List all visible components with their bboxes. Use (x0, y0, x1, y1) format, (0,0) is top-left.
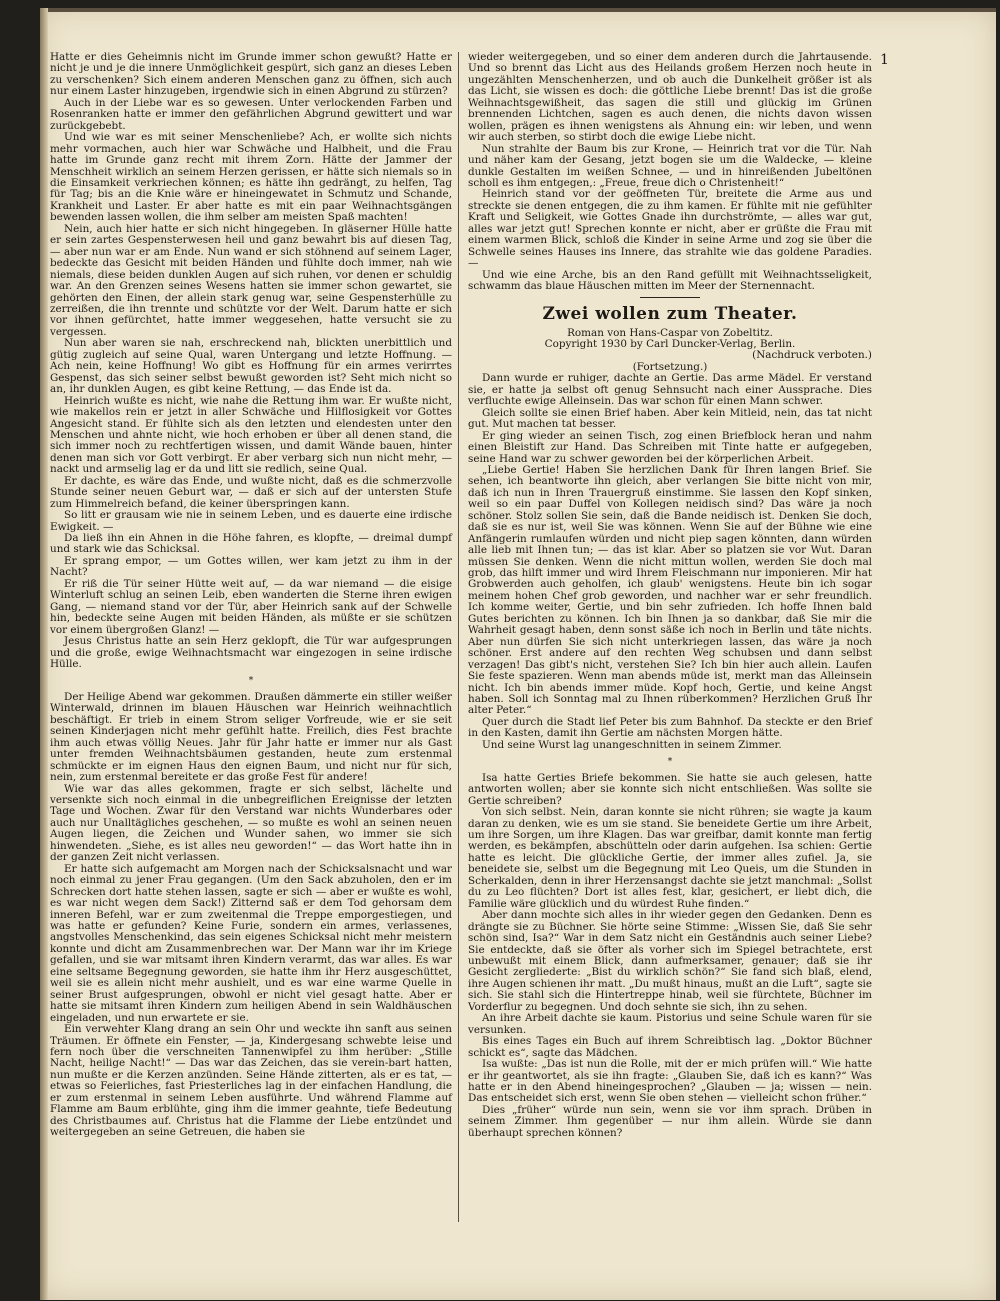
paragraph: „Liebe Gertie! Haben Sie herzlichen Dank für Ihren langen Brief. Sie sehen, ich beantworte ihn gleich, aber verlangen Sie bitte nicht von mir, daß ich nun in Ihren Trauergruß einstimme. Sie lassen den Kopf sinken, weil so ein paar Duffel von Kollegen neidisch sind? Das wäre ja noch schöner. Stolz sollen Sie sein, daß die Bande neidisch ist. Denken Sie doch, daß sie es nur ist, weil Sie was können. Wenn Sie auf der Bühne wie eine Anfängerin rumlaufen würden und nicht piep sagen könnten, dann würden alle lieb mit Ihnen tun; — das ist klar. Aber so platzen sie vor Wut. Daran müssen Sie denken. Wenn die nicht mittun wollen, werden Sie doch mal grob, das hilft immer und wird Ihrem Fleischmann nur imponieren. Mir hat Grobwerden auch geholfen, ich glaub' wenigstens. Heute bin ich sogar meinem hohen Chef grob geworden, und nachher war er sehr freundlich. Ich komme weiter, Gertie, und bin sehr zufrieden. Ich hoffe Ihnen bald Gutes berichten zu können. Ich bin Ihnen ja so dankbar, daß Sie mir die Wahrheit gesagt haben, denn sonst säße ich noch in Berlin und täte nichts. Aber nun dürfen Sie sich nicht unterkriegen lassen, das wäre ja noch schöner. Erst andere auf den rechten Weg schubsen und dann selbst verzagen! Das gibt's nicht, verstehen Sie? Ich bin hier auch allein. Laufen Sie feste spazieren. Wenn man abends müde ist, merkt man das Alleinsein nicht. Ich bin abends immer müde. Kopf hoch, Gertie, und keine Angst haben. Soll ich Sonntag mal zu Ihnen rüberkommen? Herzlichen Gruß Ihr alter Peter.“ (468, 463, 872, 717)
section-separator (640, 297, 700, 298)
paragraph: Und wie eine Arche, bis an den Rand gefüllt mit Weihnachtsseligkeit, schwamm das blaue Häuschen mitten im Meer der Sternennacht. (468, 268, 872, 293)
paragraph: Hatte er dies Geheimnis nicht im Grunde immer schon gewußt? Hatte er nicht je und je die innere Unmöglichkeit gespürt, sich ganz an dieses Leben zu verschenken? Sich einem anderen Menschen ganz zu öffnen, sich auch nur einem Laster hinzugeben, irgendwie sich in einen Abgrund zu stürzen? (50, 51, 452, 98)
section-star: * (667, 757, 673, 768)
paragraph: Isa wußte: „Das ist nun die Rolle, mit der er mich prüfen will.“ Wie hatte er ihr geantwortet, als sie ihn fragte: „Glauben Sie, daß ich es kann?“ Was hatte er in den Abend hineingesprochen? „Glauben — ja; wissen — nein. Das entscheidet sich erst, wenn Sie oben stehen — vielleicht schon früher.“ (468, 1058, 872, 1105)
paragraph: Da ließ ihn ein Ahnen in die Höhe fahren, es klopfte, — dreimal dumpf und stark wie das Schicksal. (50, 532, 452, 556)
section-star: * (248, 676, 254, 687)
paragraph: Nein, auch hier hatte er sich nicht hingegeben. In gläserner Hülle hatte er sein zartes Gespensterwesen heil und ganz bewahrt bis auf diesen Tag, — aber nun war er am Ende. Nun wand er sich stöhnend auf seinem Lager, bedeckte das Gesicht mit beiden Händen und fühlte doch immer, nah wie niemals, diese beiden dunklen Augen auf sich ruhen, vor denen er schuldig war. An den Grenzen seines Wesens hatten sie immer schon gewartet, sie gehörten den Einen, der allein stark genug war, seine Gespensterhülle zu zerreißen, die ihn trennte und schützte vor der Welt. Darum hatte er sich vor ihnen gefürchtet, hatte immer weggesehen, hatte versucht sie zu vergessen. (50, 222, 452, 338)
paragraph: Er riß die Tür seiner Hütte weit auf, — da war niemand — die eisige Winterluft schlug an seinen Leib, eben wanderten die Sterne ihren ewigen Gang, — niemand stand vor der Tür, aber Heinrich sank auf der Schwelle hin, bedeckte seine Augen mit beiden Händen, als müßte er sie schützen vor einem übergroßen Glanz! — (50, 577, 452, 636)
paragraph: Gleich sollte sie einen Brief haben. Aber kein Mitleid, nein, das tat nicht gut. Mut machen tat besser. (468, 406, 872, 431)
article-headline: Zwei wollen zum Theater. (542, 303, 798, 324)
paragraph: Wie war das alles gekommen, fragte er sich selbst, lächelte und versenkte sich noch einmal in die unbegreiflichen Ereignisse der letzten Tage und Wochen. Zwar für den Verstand war nichts Wunderbares oder auch nur Unalltägliches geschehen, — so mußte es wohl an seinen neuen Augen liegen, die Zeichen und Wunder sahen, wo immer sie sich hinwendeten. „Siehe, es ist alles neu geworden!“ — das Wort hatte ihn in der ganzen Zeit nicht verlassen. (50, 782, 452, 864)
paragraph: wieder weitergegeben, und so einer dem anderen durch die Jahrtausende. Und so brennt das Licht aus des Heilands großem Herzen noch heute in ungezählten Menschenherzen, und ob auch die Dunkelheit größer ist als das Licht, sie wissen es doch: die göttliche Liebe brennt! Das ist die große Weihnachtsgewißheit, das sagen die still und glückig im Grünen brennenden Lichtchen, sagen es auch denen, die nichts davon wissen wollen, prägen es ihnen wenigstens als Ahnung ein: wir leben, und wenn wir auch sterben, so stirbt doch die ewige Liebe nicht. (468, 51, 872, 144)
paragraph: Jesus Christus hatte an sein Herz geklopft, die Tür war aufgesprungen und die große, ewige Weihnachtsmacht war eingezogen in seine irdische Hülle. (50, 635, 452, 671)
reprint-notice: (Nachdruck verboten.) (752, 349, 872, 362)
paragraph: Auch in der Liebe war es so gewesen. Unter verlockenden Farben und Rosenranken hatte er immer den gefährlichen Abgrund gewittert und war zurückgebebt. (50, 96, 452, 132)
paragraph: Nun aber waren sie nah, erschreckend nah, blickten unerbittlich und gütig zugleich auf seine Qual, waren Untergang und letzte Hoffnung. — Ach nein, keine Hoffnung! Wo gibt es Hoffnung für ein armes verirrtes Gespenst, das sich seiner selbst bewußt geworden ist? Seht mich nicht so an, ihr dunklen Augen, es gibt keine Rettung, — das Ende ist da. (50, 337, 452, 396)
paragraph: Nun strahlte der Baum bis zur Krone, — Heinrich trat vor die Tür. Nah und näher kam der Gesang, jetzt bogen sie um die Waldecke, — kleine dunkle Gestalten im weißen Schnee, — und in hinreißenden Jubeltönen scholl es ihm entgegen,: „Freue, freue dich o Christenheit!“ (468, 142, 872, 189)
paragraph: Heinrich wußte es nicht, wie nahe die Rettung ihm war. Er wußte nicht, wie makellos rein er jetzt in aller Schwäche und Hilflosigkeit vor Gottes Angesicht stand. Er fühlte sich als den letzten und elendesten unter den Menschen und ahnte nicht, wie hoch erhoben er über all denen stand, die sich immer noch zu rechtfertigen wissen, und damit Wände bauen, hinter denen man sich vor Gott verbirgt. Er aber verbarg sich nun nicht mehr, — nackt und armselig lag er da und litt sie redlich, seine Qual. (50, 394, 452, 476)
paragraph: So litt er grausam wie nie in seinem Leben, und es dauerte eine irdische Ewigkeit. — (50, 509, 452, 533)
left-column (50, 52, 452, 1139)
paragraph: Ein verwehter Klang drang an sein Ohr und weckte ihn sanft aus seinen Träumen. Er öffnete ein Fenster, — ja, Kindergesang schwebte leise und fern noch über die verschneiten Tannenwipfel zu ihm herüber: „Stille Nacht, heilige Nacht!“ — Das war das Zeichen, das sie verein-bart hatten, nun mußte er die Kerzen anzünden. Seine Hände zitterten, als er es tat, — etwas so Feierliches, fast Priesterliches lag in der einfachen Handlung, die er zum erstenmal in seinem Leben ausführte. Und während Flamme auf Flamme am Baum erblühte, ging ihm die immer geahnte, tiefe Bedeutung des Christbaumes auf. Christus hat die Flamme der Liebe entzündet und weitergegeben an seine Getreuen, die haben sie (50, 1023, 452, 1139)
paragraph: Er sprang empor, — um Gottes willen, wer kam jetzt zu ihm in der Nacht? (50, 554, 452, 579)
paragraph: Er hatte sich aufgemacht am Morgen nach der Schicksalsnacht und war noch einmal zu jener Frau gegangen. (Um den Sack abzuholen, den er im Schrecken dort hatte stehen lassen, sagte er sich — aber er wußte es wohl, es war nicht wegen dem Sack!) Zitternd saß er dem Tod gehorsam dem inneren Befehl, war er zum zweitenmal die Treppe emporgestiegen, und was hatte er gefunden? Keine Furie, sondern ein armes, verlassenes, angstvolles Menschenkind, das sein eigenes Schicksal nicht mehr meistern konnte und dicht am Zusammenbrechen war. Der Mann war ihr im Kriege gefallen, und sie war mitsamt ihren Kindern verarmt, das war alles. Es war eine seltsame Begegnung geworden, sie hatte ihm ihr Herz ausgeschüttet, weil sie es allein nicht mehr aushielt, und es war eine warme Quelle in seiner Brust aufgesprungen, obwohl er nicht viel gesagt hatte. Aber er hatte sie mitsamt ihren Kindern zum heiligen Abend in sein Waldhäuschen eingeladen, und nun erwartete er sie. (50, 862, 452, 1024)
paragraph: An ihre Arbeit dachte sie kaum. Pistorius und seine Schule waren für sie versunken. (468, 1012, 872, 1036)
paragraph: Dies „früher“ würde nun sein, wenn sie vor ihm sprach. Drüben in seinem Zimmer. Ihm gegenüber — nur ihm allein. Würde sie dann überhaupt sprechen können? (468, 1103, 872, 1139)
paragraph: Er ging wieder an seinen Tisch, zog einen Briefblock heran und nahm einen Bleistift zur Hand. Das Schreiben mit Tinte hatte er aufgegeben, seine Hand war zu schwer geworden bei der körperlichen Arbeit. (468, 429, 872, 465)
paragraph: Der Heilige Abend war gekommen. Draußen dämmerte ein stiller weißer Winterwald, drinnen im blauen Häuschen war Heinrich weihnachtlich beschäftigt. Er trieb in einem Strom seliger Vorfreude, wie er sie seit seinen Kinderjagen nicht mehr gefühlt hatte. Freilich, dies Fest brachte ihm auch etwas völlig Neues. Jahr für Jahr hatte er immer nur als Gast unter fremden Weihnachtsbäumen gestanden, heute zum erstenmal schmückte er im eignen Haus den eignen Baum, und nicht nur für sich, nein, zum erstenmal bereitete er das große Fest für andere! (50, 690, 452, 784)
paragraph: Von sich selbst. Nein, daran konnte sie nicht rühren; sie wagte ja kaum daran zu denken, wie es um sie stand. Sie beneidete Gertie um ihre Arbeit, um ihre Sorgen, um ihre Klagen. Das war greifbar, damit konnte man fertig werden, es bekämpfen, abschütteln oder darin aufgehen. Isa schien: Gertie hatte es leicht. Die glückliche Gertie, der immer alles zufiel. Ja, sie beneidete sie, selbst um die Begegnung mit Leo Queis, um die Stunden in Scherkalden, denn in ihrer Herzensangst dachte sie jetzt manchmal: „Sollst du zu Leo flüchten? Dort ist alles fest, klar, gesichert, er liebt dich, die Familie wäre glücklich und du würdest Ruhe finden.“ (468, 806, 872, 910)
paragraph: Aber dann mochte sich alles in ihr wieder gegen den Gedanken. Denn es drängte sie zu Büchner. Sie hörte seine Stimme: „Wissen Sie, daß Sie sehr schön sind, Isa?“ War in dem Satz nicht ein Geständnis auch seiner Liebe? Sie entdeckte, daß sie öfter als vorher sich im Spiegel betrachtete, erst unbewußt mit einem Blick, dann aufmerksamer, genauer; daß sie ihr Gesicht zergliederte: „Bist du wirklich schön?“ Sie fand sich blaß, elend, ihre Augen schienen ihr matt. „Du mußt hinaus, mußt an die Luft“, sagte sie sich. Sie stahl sich die Hintertreppe hinab, weil sie fürchtete, Büchner im Vorderflur zu begegnen. Und doch sehnte sie sich, ihn zu sehen. (468, 909, 872, 1013)
paragraph: Isa hatte Gerties Briefe bekommen. Sie hatte sie auch gelesen, hatte antworten wollen; aber sie konnte sich nicht entschließen. Was sollte sie Gertie schreiben? (468, 771, 872, 807)
continuation-note: (Fortsetzung.) (632, 360, 708, 373)
paragraph: Und wie war es mit seiner Menschenliebe? Ach, er wollte sich nichts mehr vormachen, auch hier war Schwäche und Halbheit, und die Frau hatte im Grunde ganz recht mit ihrem Zorn. Hätte der Jammer der Menschheit wirklich an seinem Herzen gerissen, er hätte sich niemals so in die Einsamkeit verkriechen können; es hätte ihn gedrängt, zu helfen, Tag für Tag; bis an die Knie wäre er hineingewatet in Schmutz und Schande, Krankheit und Laster. Er aber hatte es mit ein paar Weihnachtsgängen bewenden lassen wollen, die ihm selber am meisten Spaß machten! (50, 131, 452, 224)
paragraph: Quer durch die Stadt lief Peter bis zum Bahnhof. Da steckte er den Brief in den Kasten, damit ihn Gertie am nächsten Morgen hätte. (468, 715, 872, 740)
page-top-edge (40, 8, 996, 12)
page-spine (40, 8, 48, 1300)
copyright-line: Copyright 1930 by Carl Duncker-Verlag, Berlin. (544, 337, 796, 350)
paragraph: Bis eines Tages ein Buch auf ihrem Schreibtisch lag. „Doktor Büchner schickt es“, sagte das Mädchen. (468, 1035, 872, 1059)
corner-mark: 1 (880, 52, 889, 68)
column-rule (458, 52, 459, 1222)
paragraph: Er dachte, es wäre das Ende, und wußte nicht, daß es die schmerzvolle Stunde seiner neuen Geburt war, — daß er sich auf der untersten Stufe zum Himmelreich befand, die keiner überspringen kann. (50, 474, 452, 510)
paragraph: Heinrich stand vor der geöffneten Tür, breitete die Arme aus und streckte sie denen entgegen, die zu ihm kamen. Er fühlte mit nie gefühlter Kraft und Seligkeit, wie Gottes Gnade ihn durchströmte, — alles war gut, alles war jetzt gut! Sprechen konnte er nicht, aber er grüßte die Frau mit einem warmen Blick, schloß die Kinder in seine Arme und zog sie über die Schwelle seines Hauses ins Innere, das strahlte wie das goldene Paradies. — (468, 188, 872, 270)
paragraph: Und seine Wurst lag unangeschnitten in seinem Zimmer. (482, 738, 782, 751)
byline: Roman von Hans-Caspar von Zobeltitz. (567, 326, 773, 339)
paragraph: Dann wurde er ruhiger, dachte an Gertie. Das arme Mädel. Er verstand sie, er hatte ja selbst oft genug Sehnsucht nach einer Aussprache. Dies verfluchte ewige Alleinsein. Das war schon für einen Mann schwer. (468, 372, 872, 408)
right-column (468, 52, 872, 1139)
